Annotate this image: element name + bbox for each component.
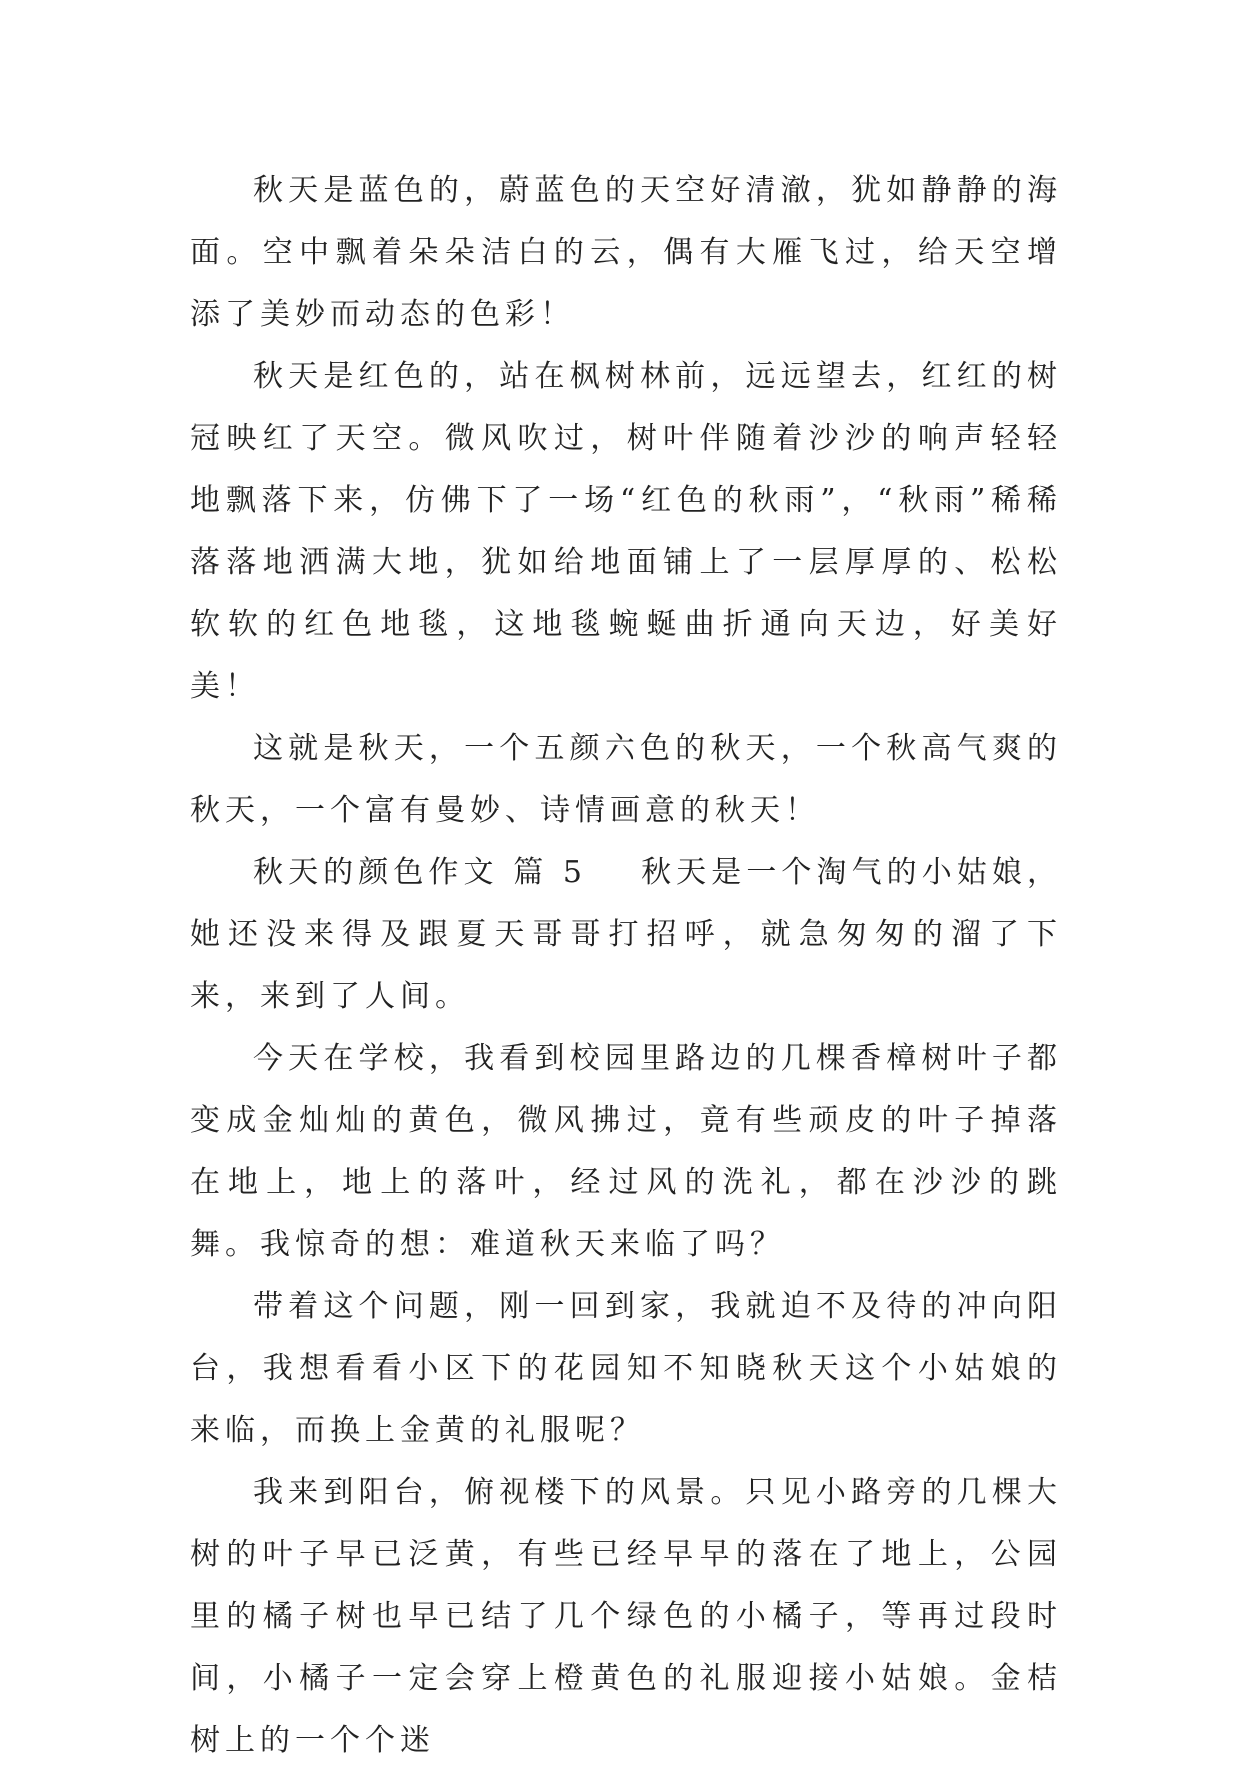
paragraph-red-autumn: 秋天是红色的，站在枫树林前，远远望去，红红的树冠映红了天空。微风吹过，树叶伴随着沙沙的响声轻轻地飘落下来，仿佛下了一场“红色的秋雨”，“秋雨”稀稀落落地洒满大地，犹如给地面铺上了一层厚厚的、松松软软的红色地毯，这地毯蜿蜒曲折通向天边，好美好美！	[190, 359, 1062, 704]
paragraph-balcony-view: 我来到阳台，俯视楼下的风景。只见小路旁的几棵大树的叶子早已泛黄，有些已经早早的落在了地上，公园里的橘子树也早已结了几个绿色的小橘子，等再过段时间，小橘子一定会穿上橙黄色的礼服迎接小姑娘。金桔树上的一个个迷	[190, 1475, 1062, 1758]
paragraph-balcony-question: 带着这个问题，刚一回到家，我就迫不及待的冲向阳台，我想看看小区下的花园知不知晓秋天这个小姑娘的来临，而换上金黄的礼服呢？	[190, 1289, 1062, 1448]
paragraph-colorful-autumn: 这就是秋天，一个五颜六色的秋天，一个秋高气爽的秋天，一个富有曼妙、诗情画意的秋天！	[190, 731, 1062, 828]
paragraph-blue-autumn: 秋天是蓝色的，蔚蓝色的天空好清澈，犹如静静的海面。空中飘着朵朵洁白的云，偶有大雁飞过，给天空增添了美妙而动态的色彩！	[190, 173, 1062, 332]
paragraph-school-leaves: 今天在学校，我看到校园里路边的几棵香樟树叶子都变成金灿灿的黄色，微风拂过，竟有些顽皮的叶子掉落在地上，地上的落叶，经过风的洗礼，都在沙沙的跳舞。我惊奇的想：难道秋天来临了吗？	[190, 1041, 1062, 1262]
paragraph-section-5	[190, 842, 1062, 1028]
section-first-paragraph: 秋天是一个淘气的小姑娘，她还没来得及跟夏天哥哥打招呼，就急匆匆的溜了下来，来到了人间。	[190, 855, 1062, 1014]
section-heading: 秋天的颜色作文 篇 5	[253, 855, 587, 890]
document-body	[190, 160, 1062, 1772]
